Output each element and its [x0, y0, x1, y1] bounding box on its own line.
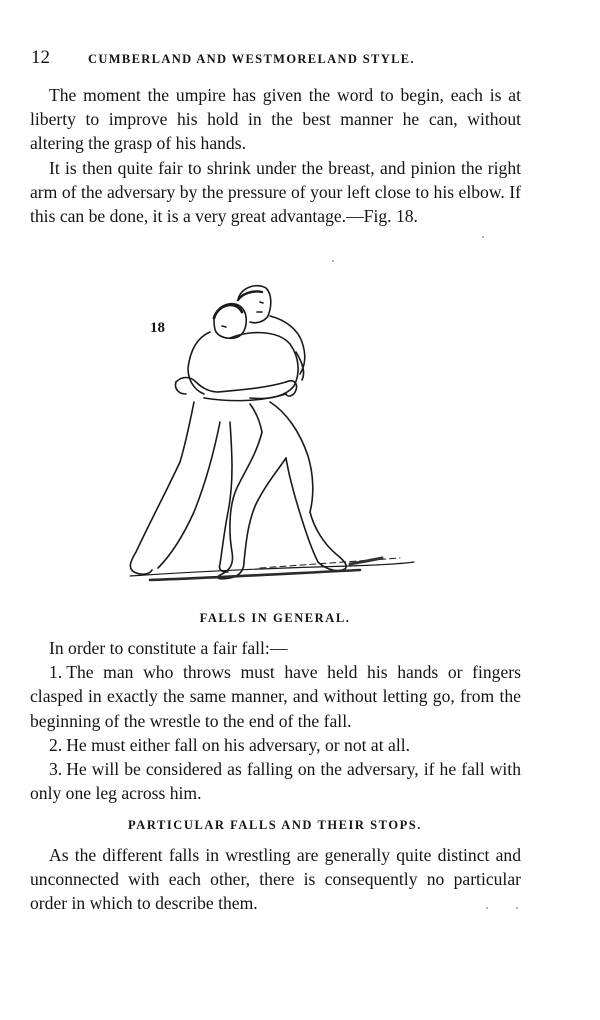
- figure-18: [110, 272, 430, 592]
- running-head: [31, 47, 531, 69]
- section-heading-falls-in-general: FALLS IN GENERAL.: [199, 611, 351, 625]
- rule-number: 1.: [49, 662, 63, 683]
- intro-text: [30, 83, 521, 228]
- paragraph: In order to constitute a fair fall:—: [49, 638, 288, 658]
- running-title: CUMBERLAND AND WESTMORELAND STYLE.: [88, 52, 415, 66]
- rule-item: [30, 733, 521, 757]
- scan-speck: [516, 907, 518, 909]
- paragraph: The moment the umpire has given the word to begin, each is at liberty to improve his hold in the best manner he can, without altering the grasp of his hands.: [30, 85, 521, 154]
- wrestlers-illustration: [110, 272, 430, 592]
- paragraph: It is then quite fair to shrink under the breast, and pinion the right arm of the adversary by the pressure of your left close to his elbow. If this can be done, it is a very great advantage.—Fig. 18.: [30, 157, 521, 227]
- rule-number: 2.: [49, 734, 63, 755]
- rule-text: He must either fall on his adversary, or not at all.: [66, 734, 410, 755]
- figure-label: 18: [150, 320, 165, 336]
- rule-text: The man who throws must have held his hands or fingers clasped in exactly the same manner, and without letting go, from the beginning of the wrestle to the end of the fall.: [30, 662, 521, 731]
- page-number: 12: [31, 47, 50, 68]
- scan-speck: [332, 260, 334, 262]
- particular-falls-text: [30, 843, 521, 916]
- scan-speck: [486, 907, 488, 909]
- paragraph: As the different falls in wrestling are generally quite distinct and unconnected with each other, there is consequently no particular order in which to describe them.: [30, 845, 521, 914]
- rule-item: [30, 660, 521, 733]
- rule-text: He will be considered as falling on the adversary, if he fall with only one leg across him.: [30, 759, 521, 804]
- rule-item: [30, 757, 521, 805]
- falls-in-general-text: [30, 636, 521, 805]
- rule-number: 3.: [49, 759, 63, 780]
- scan-speck: [482, 236, 484, 238]
- section-heading-particular-falls: PARTICULAR FALLS AND THEIR STOPS.: [128, 818, 422, 832]
